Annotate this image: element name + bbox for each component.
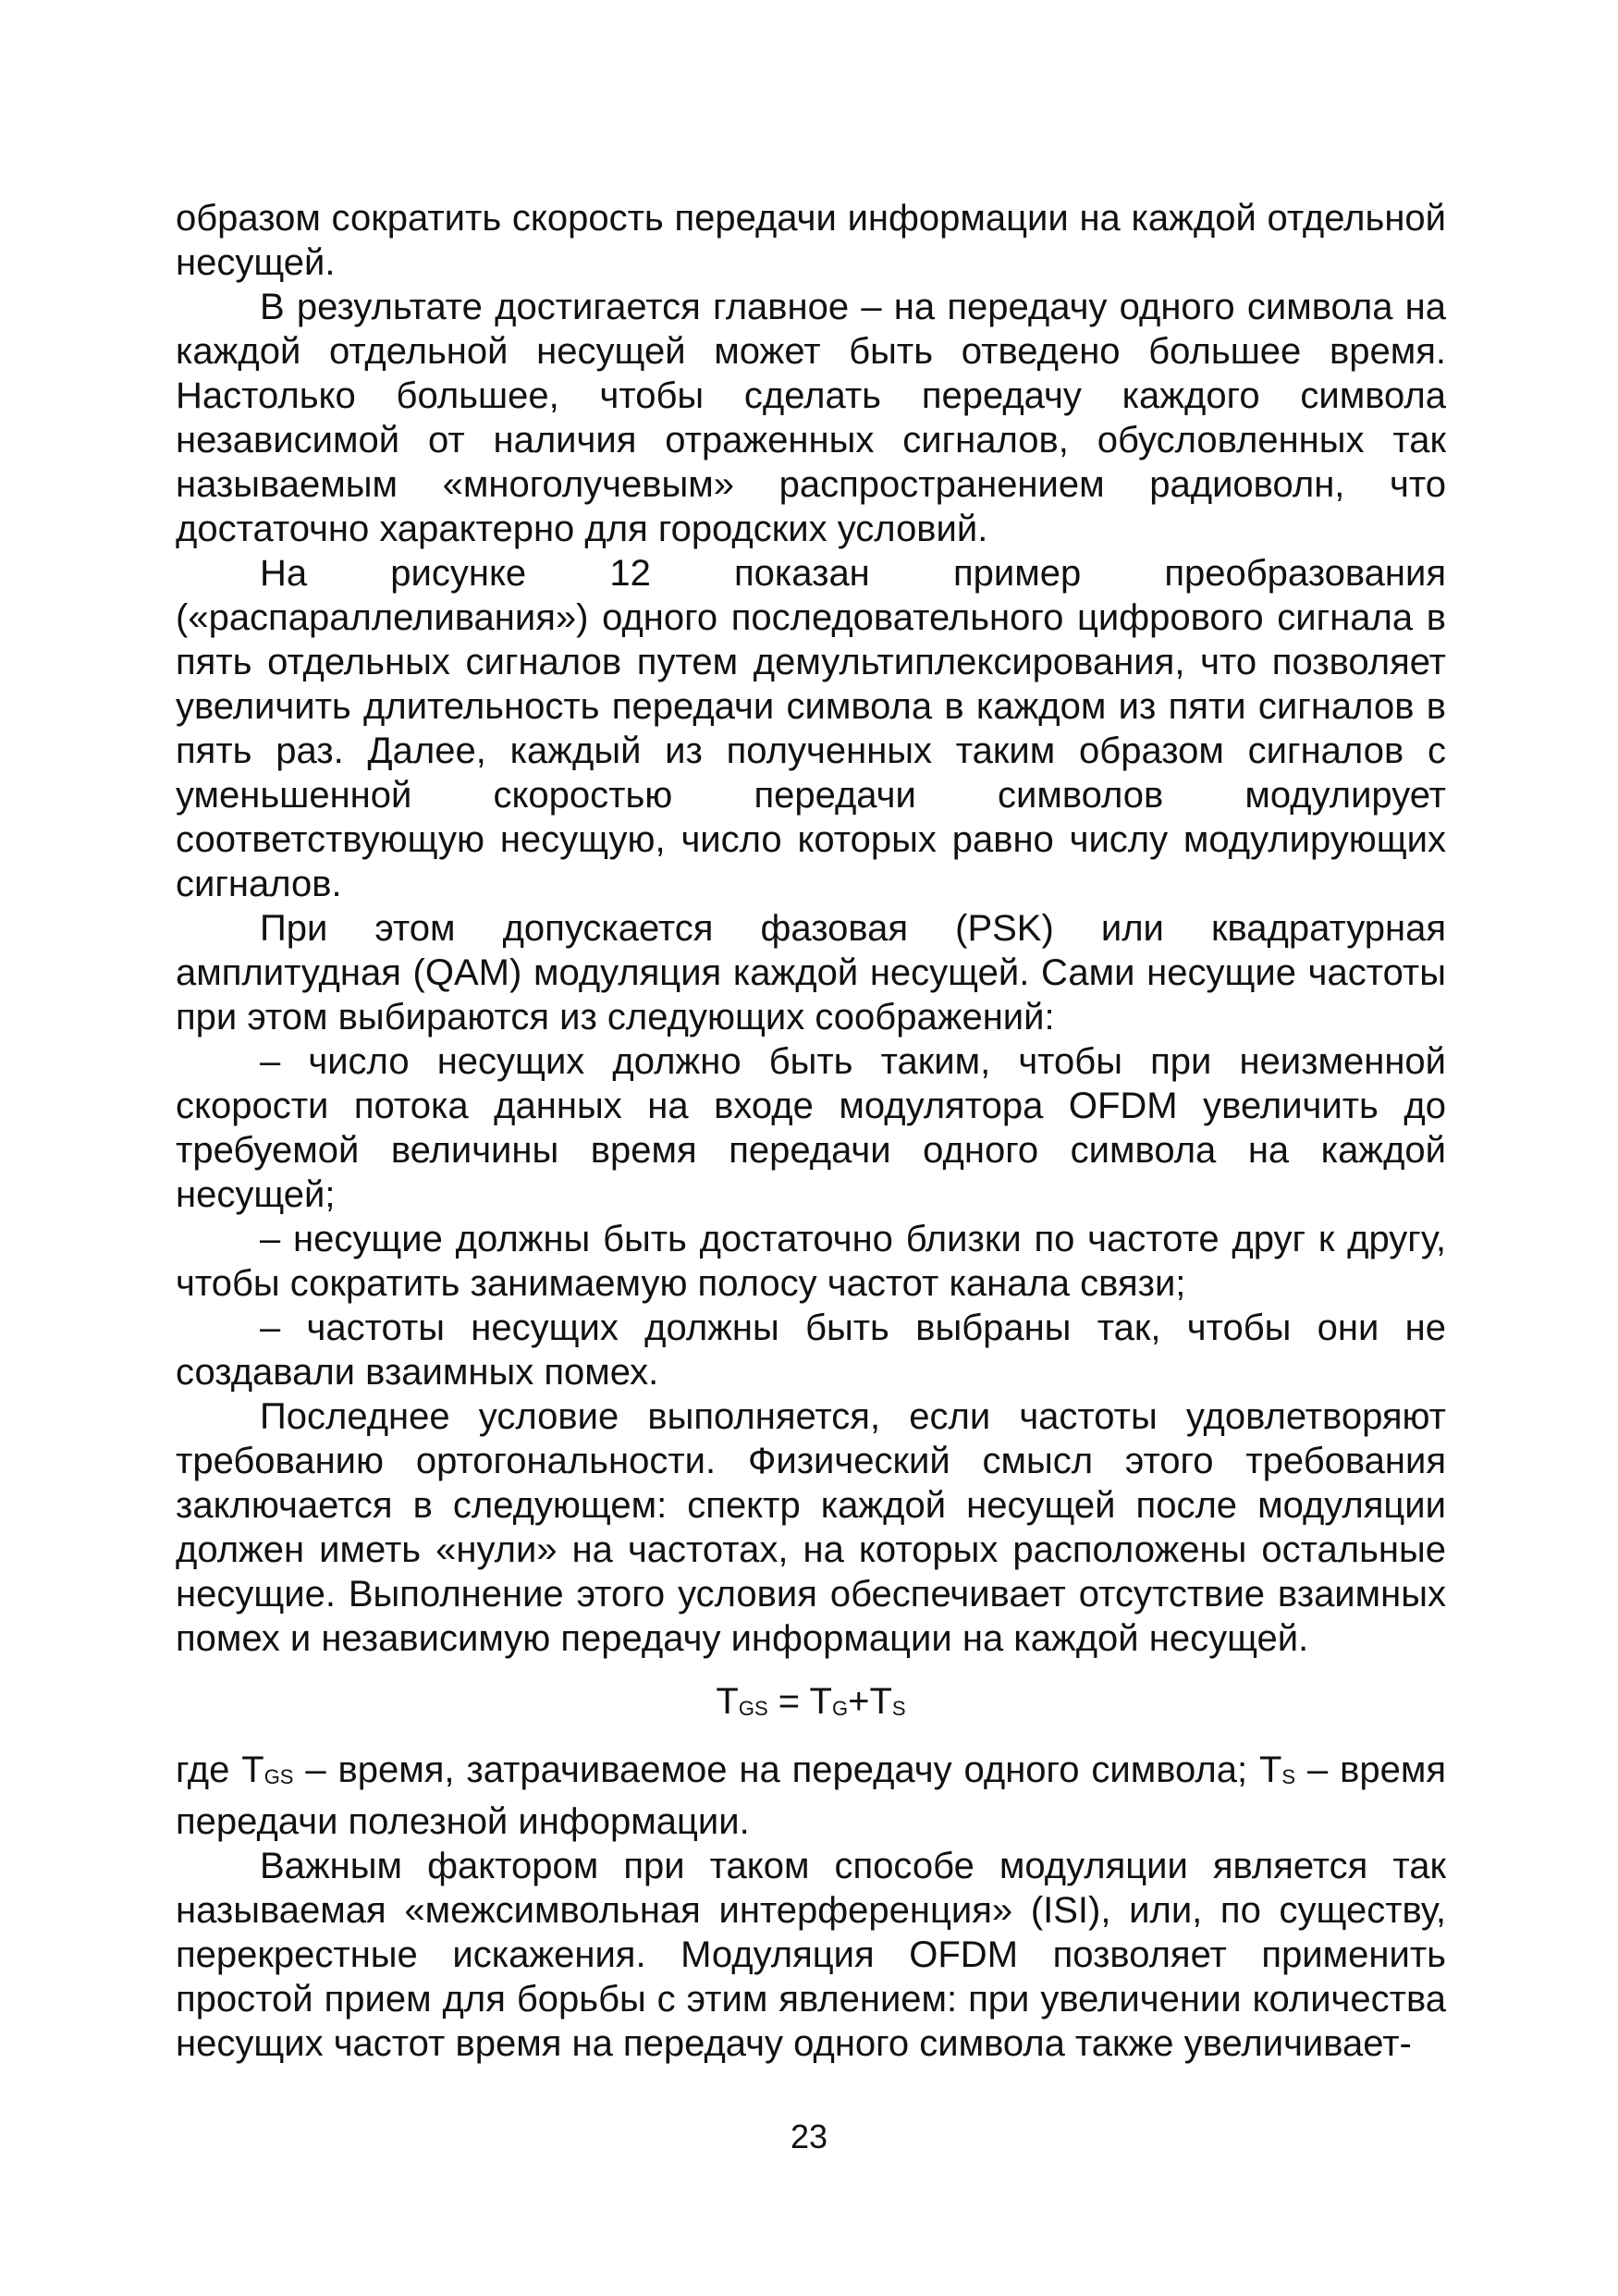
paragraph-continuation: образом сократить скорость передачи информации на каждой отдельной несущей.: [176, 198, 1446, 283]
list-item-carrier-interference: – частоты несущих должны быть выбраны так, чтобы они не создавали взаимных помех.: [176, 1308, 1446, 1393]
page-body: [176, 196, 1446, 2066]
list-item-carrier-spacing: – несущие должны быть достаточно близки по частоте друг к другу, чтобы сократить занимаемую полосу частот канала связи;: [176, 1219, 1446, 1304]
formula-definition: где TGS – время, затрачиваемое на передачу одного символа; TS – время передачи полезной информации.: [176, 1750, 1446, 1842]
paragraph-modulation: При этом допускается фазовая (PSK) или квадратурная амплитудная (QAM) модуляция каждой несущей. Сами несущие частоты при этом выбираются из следующих соображений:: [176, 908, 1446, 1037]
list-item-carrier-count: – число несущих должно быть таким, чтобы при неизменной скорости потока данных на входе модулятора OFDM увеличить до требуемой величины время передачи одного символа на каждой несущей;: [176, 1041, 1446, 1215]
page-number: 23: [790, 2118, 828, 2155]
paragraph-orthogonality: Последнее условие выполняется, если частоты удовлетворяют требованию ортогональности. Физический смысл этого требования заключается в следующем: спектр каждой несущей после модуляции должен иметь «нули» на частотах, на которых расположены остальные несущие. Выполнение этого условия обеспечивает отсутствие взаимных помех и независимую передачу информации на каждой несущей.: [176, 1396, 1446, 1659]
paragraph-main-result: В результате достигается главное – на передачу одного символа на каждой отдельной несущей может быть отведено большее время. Настолько большее, чтобы сделать передачу каждого символа независимой от наличия отраженных сигналов, обусловленных так называемым «многолучевым» распространением радиоволн, что достаточно характерно для городских условий.: [176, 287, 1446, 549]
paragraph-isi: Важным фактором при таком способе модуляции является так называемая «межсимвольная интерференция» (ISI), или, по существу, перекрестные искажения. Модуляция OFDM позволяет применить простой прием для борьбы с этим явлением: при увеличении количества несущих частот время на передачу одного символа также увеличивает-: [176, 1846, 1446, 2064]
formula-tgs: TGS = TG+TS: [716, 1681, 906, 1722]
paragraph-figure-12: На рисунке 12 показан пример преобразования («распараллеливания») одного последовательного цифрового сигнала в пять отдельных сигналов путем демультиплексирования, что позволяет увеличить длительность передачи символа в каждом из пяти сигналов в пять раз. Далее, каждый из полученных таким образом сигналов с уменьшенной скоростью передачи символов модулирует соответствующую несущую, число которых равно числу модулирующих сигналов.: [176, 553, 1446, 904]
